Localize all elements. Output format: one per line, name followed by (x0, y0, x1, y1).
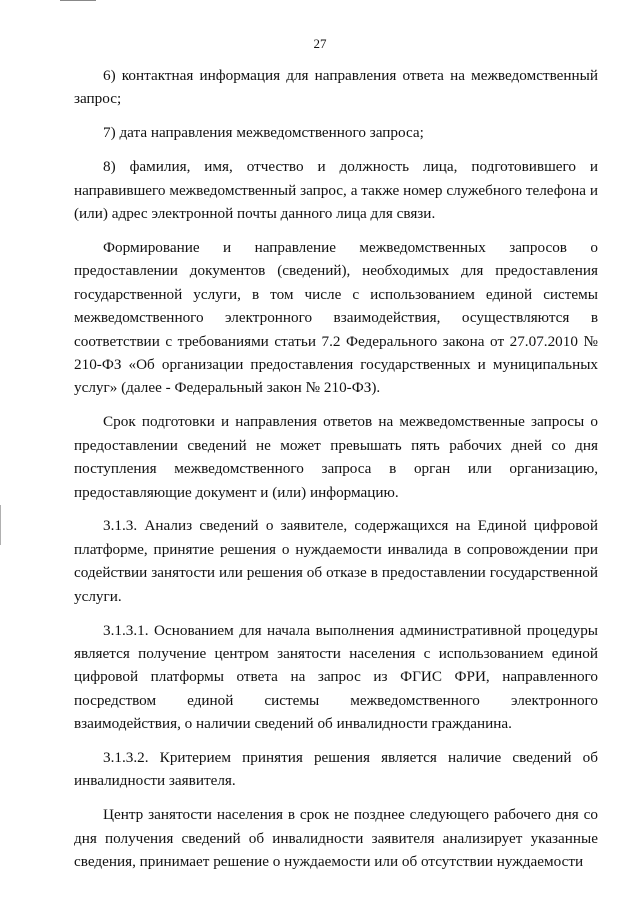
paragraph-section-3-1-3-1: 3.1.3.1. Основанием для начала выполнения административной процедуры является получение центром занятости населения с использованием единой цифровой платформы ответа на запрос из ФГИС ФРИ, направленного посредством единой системы межведомственного электронного взаимодействия, о наличии сведений об инвалидности гражданина. (74, 621, 598, 733)
scan-edge-mark (60, 0, 96, 1)
paragraph-section-3-1-3: 3.1.3. Анализ сведений о заявителе, содержащихся на Единой цифровой платформе, принятие решения о нуждаемости инвалида в сопровождении при содействии занятости или решения об отказе в предоставлении государственной услуги. (74, 517, 598, 605)
paragraph-employment-center: Центр занятости населения в срок не позднее следующего рабочего дня со дня получения сведений об инвалидности заявителя анализирует указанные сведения, принимает решение о нуждаемости или об отсутствии нуждаемости (74, 806, 598, 871)
paragraph-interagency-requests: Формирование и направление межведомственных запросов о предоставлении документов (сведений), необходимых для предоставления государственной услуги, в том числе с использованием единой системы межведомственного электронного взаимодействия, осуществляются в соответствии с требованиями статьи 7.2 Федерального закона от 27.07.2010 № 210-ФЗ «Об организации предоставления государственных и муниципальных услуг» (далее - Федеральный закон № 210-ФЗ). (74, 238, 598, 397)
paragraph-item-8: 8) фамилия, имя, отчество и должность лица, подготовившего и направившего межведомственный запрос, а также номер служебного телефона и (или) адрес электронной почты данного лица для связи. (74, 158, 598, 223)
paragraph-section-3-1-3-2: 3.1.3.2. Критерием принятия решения является наличие сведений об инвалидности заявителя. (74, 749, 598, 790)
document-body (74, 64, 598, 884)
paragraph-response-deadline: Срок подготовки и направления ответов на межведомственные запросы о предоставлении сведений не может превышать пять рабочих дней со дня поступления межведомственного запроса в орган или организацию, предоставляющие документ и (или) информацию. (74, 413, 598, 501)
scan-edge-mark (0, 505, 1, 545)
page-number: 27 (313, 36, 327, 51)
paragraph-item-7: 7) дата направления межведомственного запроса; (103, 124, 424, 142)
paragraph-item-6: 6) контактная информация для направления ответа на межведомственный запрос; (74, 67, 598, 108)
